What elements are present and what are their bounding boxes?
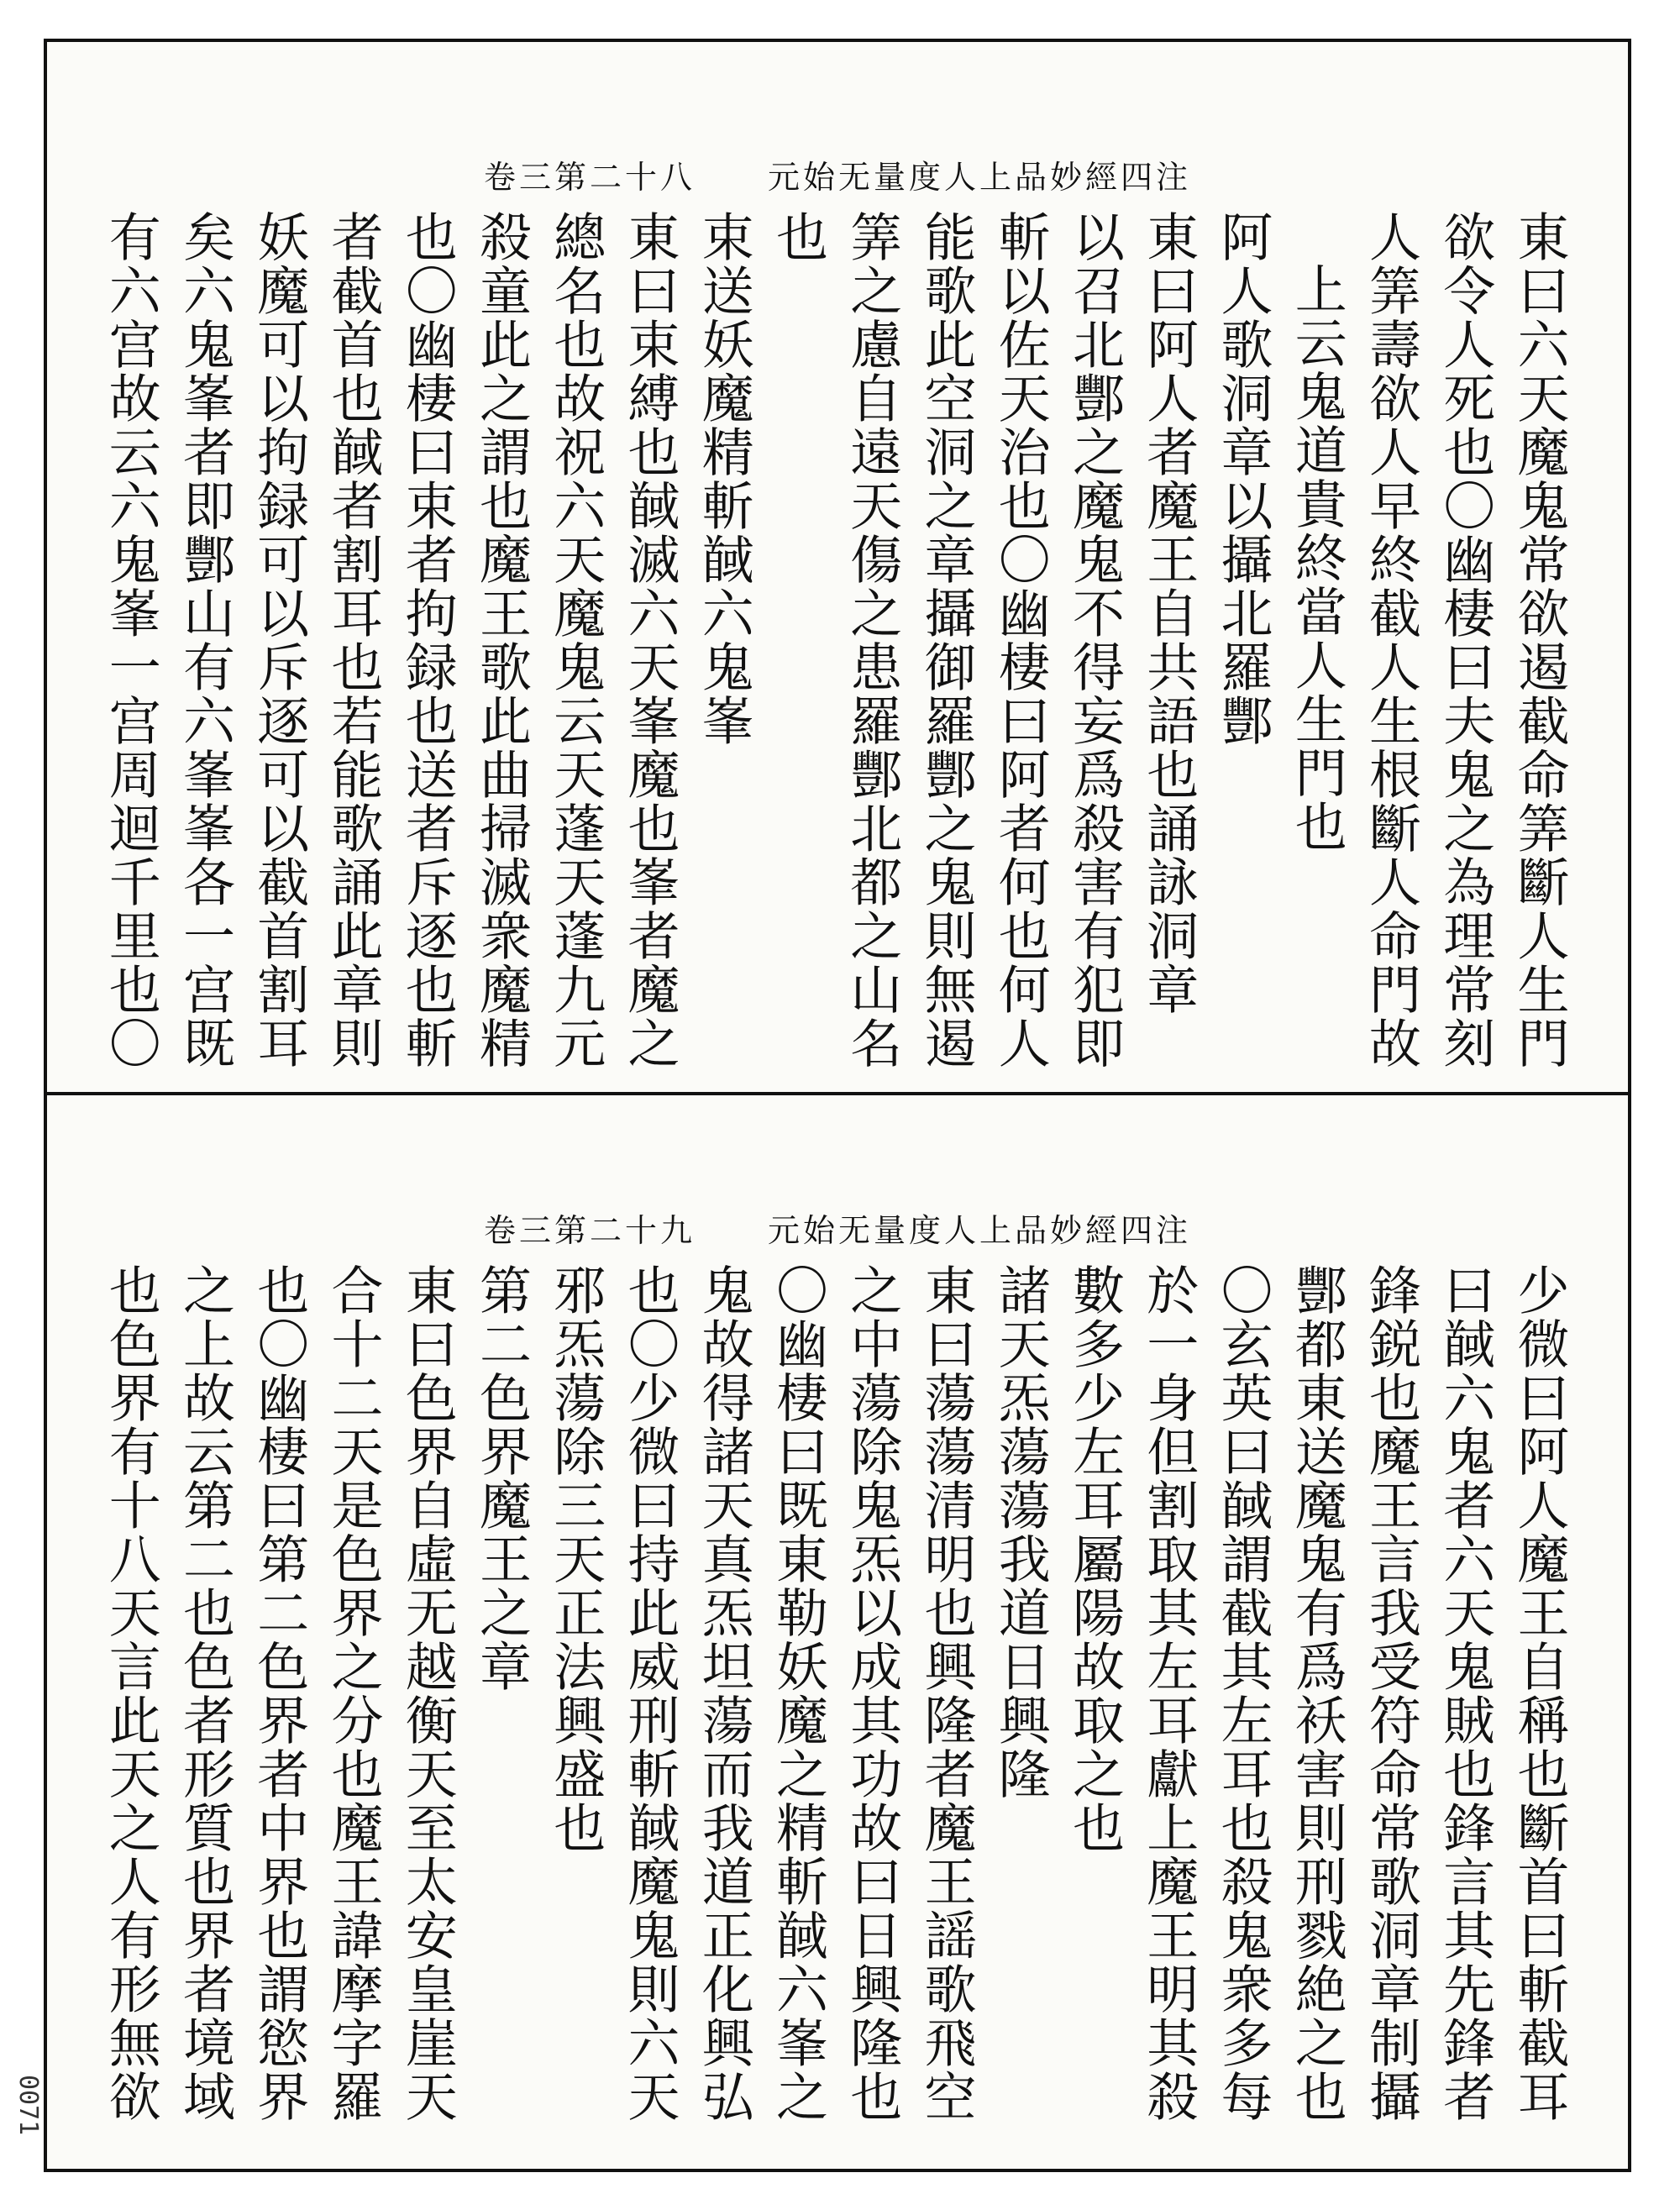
text-column: 也〇幽棲曰束者拘録也送者斥逐也斬 [396,210,459,1070]
text-column: 邪炁蕩除三天正法興盛也 [544,1263,606,1855]
bottom-panel [47,1095,1628,2169]
top-header-title: 元始无量度人上品妙經四注 [768,159,1192,196]
text-column: 也 [767,210,829,264]
text-column: 東曰阿人者魔王自共語也誦詠洞章 [1137,210,1200,1016]
text-column: 鋒鋭也魔王言我受符命常歌洞章制攝 [1360,1263,1422,2123]
text-column: 之中蕩除鬼炁以成其功故曰日興隆也 [841,1263,903,2123]
text-column: 斬以佐天治也〇幽棲曰阿者何也何人 [990,210,1052,1070]
text-column: 〇玄英曰馘謂截其左耳也殺鬼衆多每 [1212,1263,1273,2123]
text-column: 以召北酆之魔鬼不得妄爲殺害有犯即 [1063,210,1126,1070]
text-column: 人筭壽欲人早終截人生根斷人命門故 [1360,210,1422,1070]
text-column: 妖魔可以拘録可以斥逐可以截首割耳 [248,210,310,1070]
text-column: 有六宫故云六鬼峯一宫周迴千里也〇 [100,210,162,1070]
text-column: 〇幽棲曰既東勒妖魔之精斬馘六峯之 [767,1263,829,2123]
verse-column: 束送妖魔精斬馘六鬼峯 [693,210,755,748]
text-column: 合十二天是色界之分也魔王諱摩字羅 [323,1263,384,2123]
text-column: 少微曰阿人魔王自稱也斷首曰斬截耳 [1509,1263,1570,2123]
bottom-header-title: 元始无量度人上品妙經四注 [768,1212,1192,1249]
bottom-header [47,1204,1628,1251]
text-column: 東曰六天魔鬼常欲遏截命筭斷人生門 [1509,210,1570,1070]
top-header-volume: 卷三第二十八 [483,159,696,196]
bottom-header-volume: 卷三第二十九 [483,1212,696,1249]
text-column: 者截首也馘者割耳也若能歌誦此章則 [323,210,384,1070]
section-title-column: 第二色界魔王之章 [470,1263,533,1693]
verse-column: 諸天炁蕩蕩我道日興隆 [990,1263,1052,1801]
top-panel [47,42,1628,1092]
text-column: 殺童此之謂也魔王歌此曲掃滅衆魔精 [470,210,533,1070]
text-column: 能歌此空洞之章攝御羅酆之鬼則無遏 [916,210,977,1070]
text-column: 東曰束縛也馘滅六天峯魔也峯者魔之 [619,210,680,1070]
text-column: 總名也故祝六天魔鬼云天蓬天蓬九元 [544,210,606,1070]
top-header [47,151,1628,197]
text-column: 數多少左耳屬陽故取之也 [1063,1263,1126,1855]
text-column: 曰馘六鬼者六天鬼賊也鋒言其先鋒者 [1434,1263,1496,2123]
page-number: 0071 [13,2075,43,2136]
text-column: 也色界有十八天言此天之人有形無欲 [100,1263,162,2123]
text-column: 酆都東送魔鬼有爲袄害則刑戮絶之也 [1286,1263,1348,2123]
text-column: 東曰蕩蕩清明也興隆者魔王謡歌飛空 [916,1263,977,2123]
text-column: 欲令人死也〇幽棲曰夫鬼之為理常刻 [1434,210,1496,1070]
text-column: 也〇少微曰持此威刑斬馘魔鬼則六天 [619,1263,680,2123]
text-column: 也〇幽棲曰第二色界者中界也謂慾界 [248,1263,310,2123]
text-column: 筭之慮自遠天傷之患羅酆北都之山名 [841,210,903,1070]
text-column: 矣六鬼峯者即酆山有六峯峯各一宫既 [174,210,236,1070]
text-column: 東曰色界自虛无越衡天至太安皇崖天 [396,1263,459,2123]
text-column: 上云鬼道貴終當人生門也 [1286,262,1348,853]
verse-column: 阿人歌洞章以攝北羅酆 [1212,210,1273,748]
top-text-columns [97,210,1578,1075]
bottom-text-columns [97,1263,1578,2152]
text-column: 鬼故得諸天真炁坦蕩而我道正化興弘 [693,1263,755,2123]
text-column: 於一身但割取其左耳獻上魔王明其殺 [1137,1263,1200,2123]
text-column: 之上故云第二也色者形質也界者境域 [174,1263,236,2123]
